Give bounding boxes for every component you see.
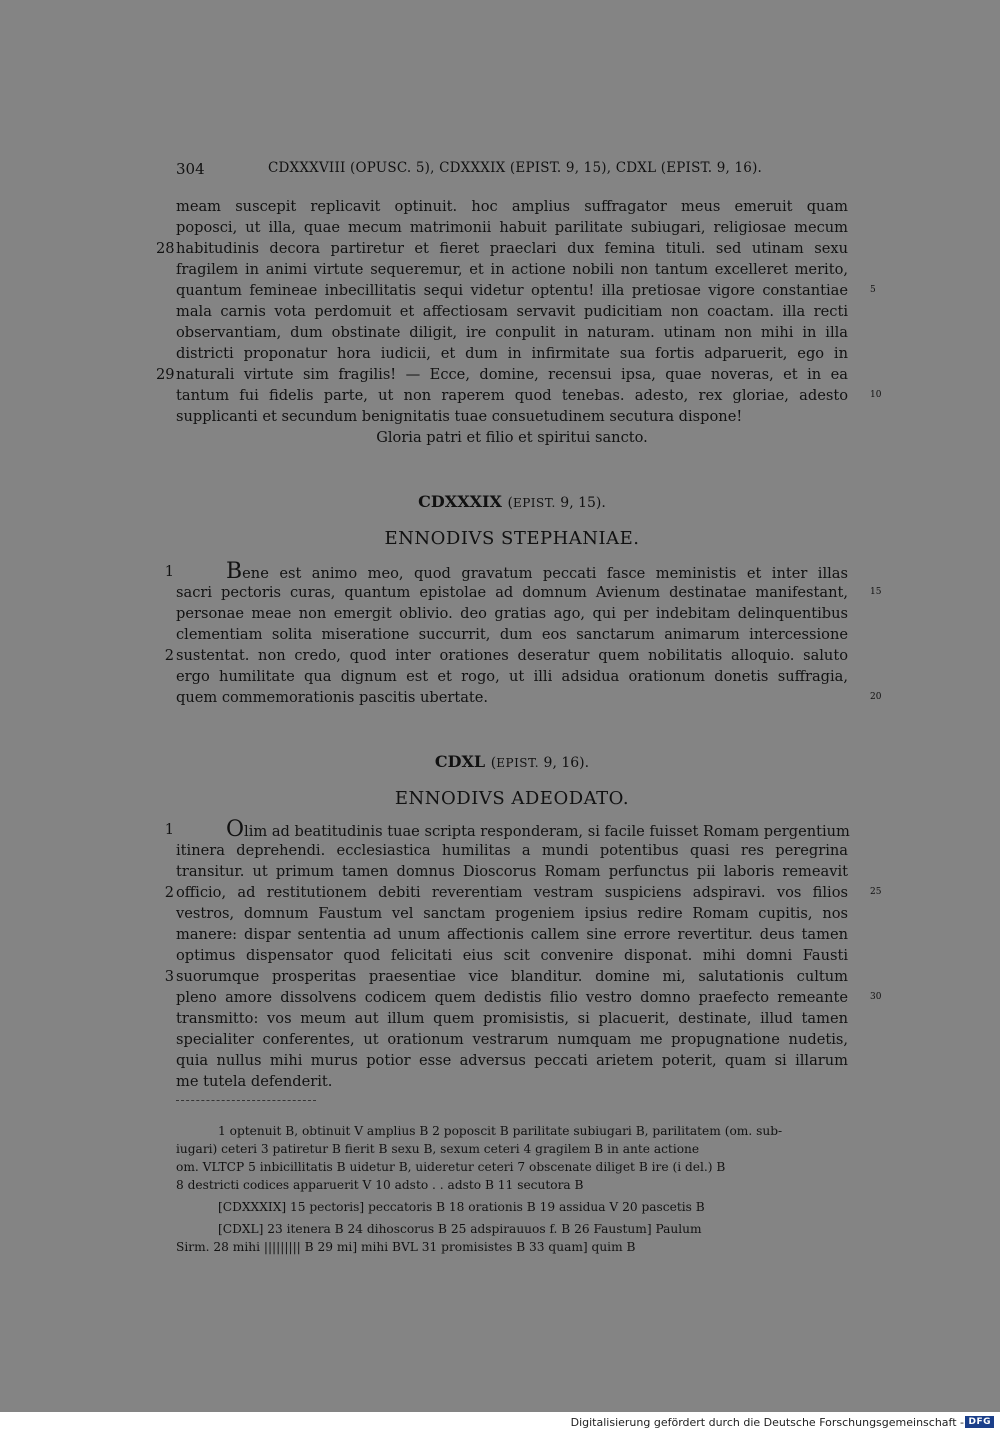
footnote-line: Sirm. 28 mihi ||||||||| B 29 mi] mihi BVL 31 promisistes B 33 quam] quim B	[176, 1240, 636, 1254]
paragraph-marker: 29	[156, 366, 175, 383]
text-line: pleno amore dissolvens codicem quem dedistis filio vestro domno praefecto remeante	[176, 989, 848, 1006]
text-block-letter-cdxl	[164, 817, 882, 1092]
letter-addressee: ENNODIVS ADEODATO.	[394, 788, 630, 809]
text-line: clementiam solita miseratione succurrit, dum eos sanctarum animarum intercessione	[176, 626, 848, 643]
text-line: optimus dispensator quod felicitati eius scit convenire disponat. mihi domni Fausti	[176, 947, 848, 964]
page-number: 304	[176, 160, 205, 178]
text-line: sacri pectoris curas, quantum epistolae ad domnum Avienum destinatae manifestant,	[176, 584, 848, 601]
footnote-line: 1 optenuit B, obtinuit V amplius B 2 poposcit B parilitate subiugari B, parilitatem (om. sub-	[218, 1124, 783, 1138]
text-line: districti proponatur hora iudicii, et dum in infirmitate sua fortis adparuerit, ego in	[176, 345, 848, 362]
text-line: fragilem in animi virtute sequeremur, et in actione nobili non tantum excelleret merito,	[176, 261, 848, 278]
text-line: supplicanti et secundum benignitatis tuae consuetudinem secutura dispone!	[176, 408, 743, 425]
text-line: me tutela defenderit.	[176, 1073, 333, 1090]
paragraph-marker: 3	[164, 968, 174, 985]
text-line: ergo humilitate qua dignum est et rogo, ut illi adsidua orationum donetis suffragia,	[176, 668, 848, 685]
first-line	[176, 561, 848, 582]
first-line-text: ene est animo meo, quod gravatum peccati fasce meministis et inter illas	[242, 565, 848, 582]
paragraph-marker: 2	[164, 647, 174, 664]
paragraph-marker: 2	[164, 884, 174, 901]
letter-number: CDXXXIX	[418, 492, 502, 511]
line-number: 10	[870, 390, 882, 400]
text-block-continuation	[156, 196, 882, 448]
text-line: mala carnis vota perdomuit et affectiosam servavit pudicitiam non coactam. illa recti	[176, 303, 848, 320]
text-line: naturali virtute sim fragilis! — Ecce, domine, recensui ipsa, quae noveras, et in ea	[176, 366, 848, 383]
epist-abbr: EPIST.	[496, 756, 540, 770]
doxology-line: Gloria patri et filio et spiritui sancto.	[376, 429, 648, 446]
text-line: habitudinis decora partiretur et fieret praeclari dux femina tituli. sed utinam sexu	[176, 240, 848, 257]
text-line: sustentat. non credo, quod inter orationes deseratur quem nobilitatis alloquio. saluto	[176, 647, 848, 664]
text-line: meam suscepit replicavit optinuit. hoc amplius suffragator meus emeruit quam	[176, 198, 848, 215]
footnote-line: om. VLTCP 5 inbicillitatis B uidetur B, uideretur ceteri 7 obscenate diliget B ire (i del.) B	[176, 1160, 726, 1174]
text-line: transmitto: vos meum aut illum quem promisistis, si placuerit, destinate, illud tamen	[176, 1010, 848, 1027]
text-line: quem commemorationis pascitis ubertate.	[176, 689, 489, 706]
footnote-separator	[176, 1100, 316, 1101]
letter-number-heading: CDXXXIX (EPIST. 9, 15).	[418, 492, 606, 511]
line-number: 30	[870, 992, 882, 1002]
text-block-letter-cdxxxix	[164, 559, 882, 708]
text-line: manere: dispar sententia ad unum affectionis callem sine errore revertitur. deus tamen	[176, 926, 848, 943]
text-line: quantum femineae inbecillitatis sequi videtur optentu! illa pretiosae vigore constantiae	[176, 282, 848, 299]
text-line: personae meae non emergit oblivio. deo gratias ago, qui per indebitam delinquentibus	[176, 605, 848, 622]
footnote-line: [CDXXXIX] 15 pectoris] peccatoris B 18 orationis B 19 assidua V 20 pascetis B	[218, 1200, 705, 1214]
digitization-footer	[0, 1412, 1000, 1434]
line-number: 15	[870, 587, 882, 597]
epist-abbr: EPIST.	[512, 496, 556, 510]
letter-number: CDXL	[434, 752, 486, 771]
line-number: 25	[870, 887, 882, 897]
text-line: tantum fui fidelis parte, ut non raperem quod tenebas. adesto, rex gloriae, adesto	[176, 387, 848, 404]
text-line: observantiam, dum obstinate diligit, ire conpulit in naturam. utinam non mihi in illa	[176, 324, 848, 341]
text-line: suorumque prosperitas praesentiae vice blanditur. domine mi, salutationis cultum	[176, 968, 848, 985]
first-line	[176, 819, 848, 840]
footnote-line: iugari) ceteri 3 patiretur B fierit B sexu B, sexum ceteri 4 gragilem B in ante actione	[176, 1142, 700, 1156]
initial-letter: O	[226, 817, 245, 842]
paragraph-marker: 1	[164, 563, 174, 580]
footnote-line: [CDXL] 23 itenera B 24 dihoscorus B 25 adspirauuos f. B 26 Faustum] Paulum	[218, 1222, 702, 1236]
footnote-line: 8 destricti codices apparuerit V 10 adsto . . adsto B 11 secutora B	[176, 1178, 584, 1192]
text-line: quia nullus mihi murus potior esse adversus peccati arietem poterit, quam si illarum	[176, 1052, 848, 1069]
dfg-logo: DFG	[965, 1416, 994, 1428]
text-line: poposci, ut illa, quae mecum matrimonii habuit parilitate subiugari, religiosae mecum	[176, 219, 848, 236]
paragraph-marker: 28	[156, 240, 175, 257]
text-line: vestros, domnum Faustum vel sanctam progeniem ipsius redire Romam cupitis, nos	[176, 905, 848, 922]
funding-note: Digitalisierung gefördert durch die Deutsche Forschungsgemeinschaft -	[570, 1416, 964, 1429]
line-number: 20	[870, 692, 882, 702]
text-line: itinera deprehendi. ecclesiastica humilitas a mundi potentibus quasi res peregrina	[176, 842, 848, 859]
paragraph-marker: 1	[164, 821, 174, 838]
line-number: 5	[870, 285, 876, 295]
running-title: CDXXXVIII (OPUSC. 5), CDXXXIX (EPIST. 9, 15), CDXL (EPIST. 9, 16).	[268, 160, 763, 176]
first-line-text: lim ad beatitudinis tuae scripta responderam, si facile fuisset Romam pergentium	[244, 823, 850, 840]
letter-number-heading: CDXL (EPIST. 9, 16).	[434, 752, 590, 771]
text-line: specialiter conferentes, ut orationum vestrarum numquam me propugnatione nudetis,	[176, 1031, 848, 1048]
epist-ref: 9, 15	[560, 495, 596, 511]
text-line: transitur. ut primum tamen domnus Dioscorus Romam perfunctus pii laboris remeavit	[176, 863, 848, 880]
text-line: officio, ad restitutionem debiti reverentiam vestram suspiciens adspiravi. vos filios	[176, 884, 848, 901]
letter-addressee: ENNODIVS STEPHANIAE.	[384, 528, 640, 549]
initial-letter: B	[226, 559, 243, 584]
epist-ref: 9, 16	[543, 755, 580, 771]
critical-apparatus	[176, 1122, 848, 1256]
